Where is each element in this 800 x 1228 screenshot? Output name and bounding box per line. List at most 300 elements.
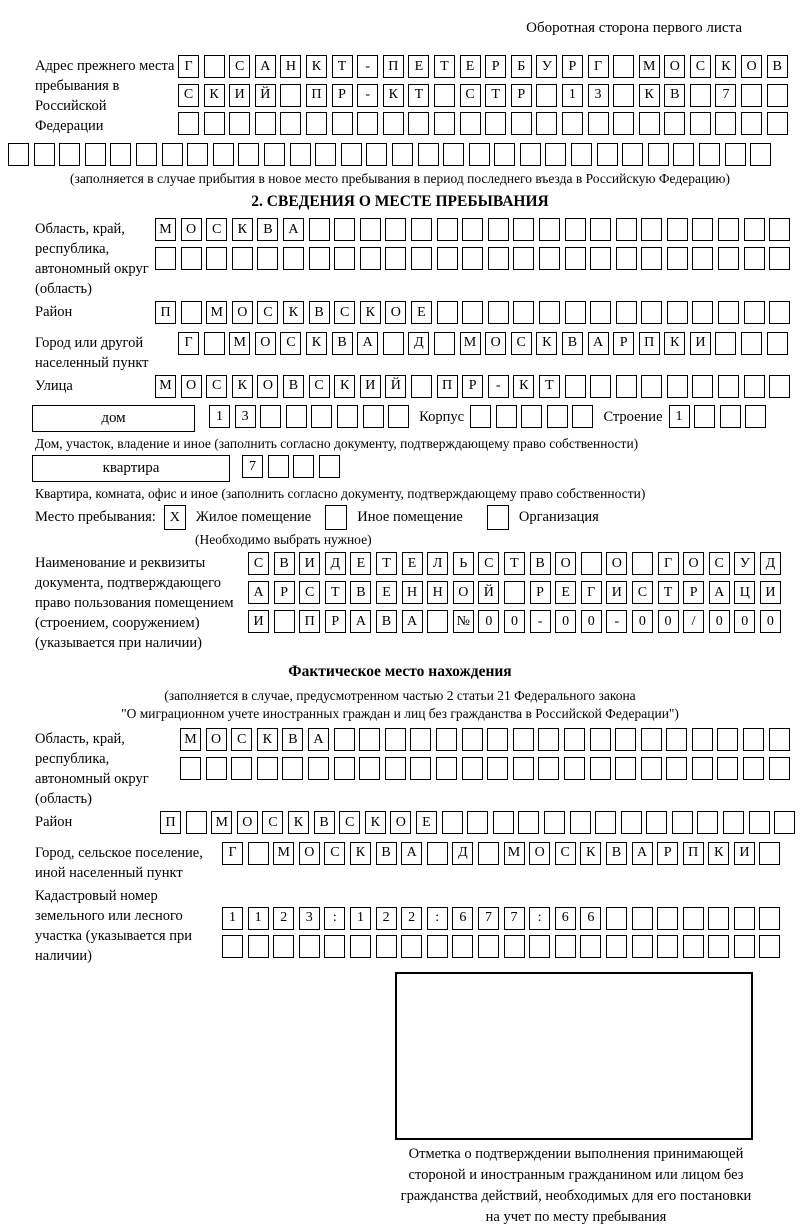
char-cell[interactable]: К [288, 811, 309, 834]
char-cell[interactable] [767, 112, 788, 135]
char-cell[interactable] [264, 143, 285, 166]
char-cell[interactable]: Г [178, 332, 199, 355]
char-cell[interactable] [238, 143, 259, 166]
char-cell[interactable] [581, 552, 602, 575]
char-cell[interactable]: М [273, 842, 294, 865]
char-cell[interactable]: Р [530, 581, 551, 604]
char-cell[interactable]: С [632, 581, 653, 604]
char-cell[interactable] [268, 455, 289, 478]
char-cell[interactable]: М [504, 842, 525, 865]
char-cell[interactable] [590, 301, 611, 324]
char-cell[interactable] [366, 143, 387, 166]
char-cell[interactable] [350, 935, 371, 958]
char-cell[interactable] [590, 218, 611, 241]
char-cell[interactable]: 1 [562, 84, 583, 107]
char-cell[interactable] [718, 247, 739, 270]
char-cell[interactable] [206, 247, 227, 270]
char-cell[interactable] [392, 143, 413, 166]
char-cell[interactable]: Р [657, 842, 678, 865]
char-cell[interactable]: К [306, 55, 327, 78]
char-cell[interactable]: К [283, 301, 304, 324]
char-cell[interactable]: О [664, 55, 685, 78]
char-cell[interactable] [504, 581, 525, 604]
char-cell[interactable]: В [283, 375, 304, 398]
char-cell[interactable]: В [664, 84, 685, 107]
char-cell[interactable]: Р [462, 375, 483, 398]
char-cell[interactable] [485, 112, 506, 135]
char-cell[interactable] [683, 935, 704, 958]
char-cell[interactable] [511, 112, 532, 135]
char-cell[interactable] [462, 218, 483, 241]
char-cell[interactable] [334, 247, 355, 270]
house-word-box[interactable] [32, 405, 195, 432]
char-cell[interactable] [436, 728, 457, 751]
char-cell[interactable] [718, 375, 739, 398]
char-cell[interactable] [749, 811, 770, 834]
char-cell[interactable] [248, 935, 269, 958]
char-cell[interactable] [539, 301, 560, 324]
char-cell[interactable]: В [376, 610, 397, 633]
char-cell[interactable]: Р [332, 84, 353, 107]
char-cell[interactable] [667, 247, 688, 270]
char-cell[interactable] [360, 247, 381, 270]
char-cell[interactable] [570, 811, 591, 834]
char-cell[interactable] [488, 218, 509, 241]
char-cell[interactable] [434, 84, 455, 107]
char-cell[interactable]: В [562, 332, 583, 355]
char-cell[interactable] [648, 143, 669, 166]
char-cell[interactable] [383, 332, 404, 355]
char-cell[interactable] [290, 143, 311, 166]
char-cell[interactable] [720, 405, 741, 428]
char-cell[interactable]: С [299, 581, 320, 604]
char-cell[interactable]: Р [511, 84, 532, 107]
char-cell[interactable]: 7 [504, 907, 525, 930]
char-cell[interactable] [590, 247, 611, 270]
char-cell[interactable] [718, 301, 739, 324]
char-cell[interactable] [565, 375, 586, 398]
char-cell[interactable]: С [206, 375, 227, 398]
char-cell[interactable]: О [390, 811, 411, 834]
char-cell[interactable]: : [324, 907, 345, 930]
char-cell[interactable]: Д [325, 552, 346, 575]
char-cell[interactable] [595, 811, 616, 834]
char-cell[interactable] [699, 143, 720, 166]
char-cell[interactable]: Г [658, 552, 679, 575]
char-cell[interactable]: С [511, 332, 532, 355]
char-cell[interactable]: : [529, 907, 550, 930]
char-cell[interactable] [743, 757, 764, 780]
char-cell[interactable] [750, 143, 771, 166]
char-cell[interactable] [744, 247, 765, 270]
char-cell[interactable]: 0 [734, 610, 755, 633]
char-cell[interactable]: А [350, 610, 371, 633]
char-cell[interactable] [565, 301, 586, 324]
char-cell[interactable] [493, 811, 514, 834]
char-cell[interactable] [673, 143, 694, 166]
char-cell[interactable] [437, 247, 458, 270]
char-cell[interactable]: В [282, 728, 303, 751]
char-cell[interactable] [436, 757, 457, 780]
char-cell[interactable] [597, 143, 618, 166]
char-cell[interactable]: Р [613, 332, 634, 355]
char-cell[interactable]: 1 [209, 405, 230, 428]
char-cell[interactable] [488, 247, 509, 270]
char-cell[interactable]: О [741, 55, 762, 78]
char-cell[interactable] [616, 218, 637, 241]
char-cell[interactable] [299, 935, 320, 958]
char-cell[interactable] [337, 405, 358, 428]
char-cell[interactable] [641, 728, 662, 751]
char-cell[interactable]: : [427, 907, 448, 930]
char-cell[interactable]: О [385, 301, 406, 324]
char-cell[interactable]: М [229, 332, 250, 355]
char-cell[interactable] [248, 842, 269, 865]
char-cell[interactable]: К [257, 728, 278, 751]
char-cell[interactable] [641, 375, 662, 398]
char-cell[interactable]: П [299, 610, 320, 633]
char-cell[interactable]: С [262, 811, 283, 834]
char-cell[interactable]: С [178, 84, 199, 107]
char-cell[interactable]: О [683, 552, 704, 575]
char-cell[interactable]: Р [325, 610, 346, 633]
char-cell[interactable] [427, 842, 448, 865]
char-cell[interactable] [59, 143, 80, 166]
char-cell[interactable] [632, 552, 653, 575]
char-cell[interactable] [692, 728, 713, 751]
char-cell[interactable] [606, 907, 627, 930]
char-cell[interactable]: С [280, 332, 301, 355]
char-cell[interactable] [615, 757, 636, 780]
char-cell[interactable]: В [314, 811, 335, 834]
char-cell[interactable]: С [709, 552, 730, 575]
char-cell[interactable] [488, 301, 509, 324]
char-cell[interactable]: Е [555, 581, 576, 604]
char-cell[interactable] [34, 143, 55, 166]
char-cell[interactable] [571, 143, 592, 166]
char-cell[interactable]: А [357, 332, 378, 355]
char-cell[interactable] [646, 811, 667, 834]
char-cell[interactable] [462, 728, 483, 751]
char-cell[interactable]: С [309, 375, 330, 398]
checkbox-other-premises[interactable] [325, 505, 347, 530]
char-cell[interactable] [308, 757, 329, 780]
char-cell[interactable]: О [606, 552, 627, 575]
char-cell[interactable]: 1 [350, 907, 371, 930]
char-cell[interactable]: 0 [555, 610, 576, 633]
char-cell[interactable]: Й [478, 581, 499, 604]
char-cell[interactable] [513, 218, 534, 241]
char-cell[interactable]: Е [411, 301, 432, 324]
char-cell[interactable]: У [536, 55, 557, 78]
char-cell[interactable]: П [683, 842, 704, 865]
char-cell[interactable] [408, 112, 429, 135]
char-cell[interactable] [539, 218, 560, 241]
char-cell[interactable] [306, 112, 327, 135]
char-cell[interactable] [260, 405, 281, 428]
char-cell[interactable]: О [555, 552, 576, 575]
char-cell[interactable] [427, 610, 448, 633]
char-cell[interactable] [538, 728, 559, 751]
char-cell[interactable]: С [690, 55, 711, 78]
char-cell[interactable] [744, 218, 765, 241]
char-cell[interactable] [360, 218, 381, 241]
char-cell[interactable] [562, 112, 583, 135]
char-cell[interactable] [539, 247, 560, 270]
char-cell[interactable]: М [155, 375, 176, 398]
char-cell[interactable] [759, 907, 780, 930]
char-cell[interactable]: Й [385, 375, 406, 398]
char-cell[interactable] [521, 405, 542, 428]
char-cell[interactable] [324, 935, 345, 958]
char-cell[interactable]: 0 [658, 610, 679, 633]
char-cell[interactable]: К [664, 332, 685, 355]
char-cell[interactable] [615, 728, 636, 751]
char-cell[interactable]: / [683, 610, 704, 633]
char-cell[interactable] [229, 112, 250, 135]
char-cell[interactable]: А [283, 218, 304, 241]
char-cell[interactable]: К [536, 332, 557, 355]
char-cell[interactable] [155, 247, 176, 270]
char-cell[interactable] [744, 301, 765, 324]
char-cell[interactable] [274, 610, 295, 633]
char-cell[interactable] [231, 757, 252, 780]
char-cell[interactable]: - [488, 375, 509, 398]
char-cell[interactable] [469, 143, 490, 166]
char-cell[interactable] [544, 811, 565, 834]
char-cell[interactable] [85, 143, 106, 166]
char-cell[interactable] [667, 301, 688, 324]
char-cell[interactable]: П [160, 811, 181, 834]
char-cell[interactable]: С [334, 301, 355, 324]
char-cell[interactable] [616, 375, 637, 398]
char-cell[interactable] [334, 728, 355, 751]
char-cell[interactable] [641, 218, 662, 241]
char-cell[interactable]: С [478, 552, 499, 575]
char-cell[interactable]: О [181, 375, 202, 398]
char-cell[interactable]: 7 [242, 455, 263, 478]
char-cell[interactable] [427, 935, 448, 958]
char-cell[interactable] [690, 84, 711, 107]
char-cell[interactable] [767, 84, 788, 107]
char-cell[interactable]: Т [504, 552, 525, 575]
char-cell[interactable] [744, 375, 765, 398]
char-cell[interactable] [759, 935, 780, 958]
char-cell[interactable]: М [206, 301, 227, 324]
char-cell[interactable] [280, 84, 301, 107]
char-cell[interactable]: Т [408, 84, 429, 107]
char-cell[interactable] [769, 301, 790, 324]
char-cell[interactable]: В [606, 842, 627, 865]
char-cell[interactable]: Е [416, 811, 437, 834]
char-cell[interactable]: 6 [580, 907, 601, 930]
char-cell[interactable]: В [350, 581, 371, 604]
char-cell[interactable]: Т [434, 55, 455, 78]
char-cell[interactable] [590, 728, 611, 751]
apartment-word-box[interactable] [32, 455, 230, 482]
char-cell[interactable] [178, 112, 199, 135]
char-cell[interactable] [181, 301, 202, 324]
char-cell[interactable]: У [734, 552, 755, 575]
char-cell[interactable] [388, 405, 409, 428]
char-cell[interactable] [664, 112, 685, 135]
char-cell[interactable]: Н [280, 55, 301, 78]
char-cell[interactable] [632, 907, 653, 930]
char-cell[interactable]: Л [427, 552, 448, 575]
char-cell[interactable] [590, 757, 611, 780]
char-cell[interactable]: П [155, 301, 176, 324]
char-cell[interactable]: О [485, 332, 506, 355]
char-cell[interactable] [667, 375, 688, 398]
char-cell[interactable] [410, 728, 431, 751]
char-cell[interactable] [613, 55, 634, 78]
char-cell[interactable] [204, 332, 225, 355]
char-cell[interactable]: К [513, 375, 534, 398]
char-cell[interactable]: К [580, 842, 601, 865]
char-cell[interactable]: 2 [273, 907, 294, 930]
char-cell[interactable]: М [460, 332, 481, 355]
char-cell[interactable] [280, 112, 301, 135]
char-cell[interactable] [690, 112, 711, 135]
char-cell[interactable]: 1 [669, 405, 690, 428]
char-cell[interactable] [478, 935, 499, 958]
char-cell[interactable]: Е [376, 581, 397, 604]
char-cell[interactable] [734, 907, 755, 930]
char-cell[interactable] [692, 757, 713, 780]
char-cell[interactable] [723, 811, 744, 834]
char-cell[interactable] [401, 935, 422, 958]
char-cell[interactable] [411, 375, 432, 398]
char-cell[interactable] [743, 728, 764, 751]
char-cell[interactable] [657, 907, 678, 930]
char-cell[interactable] [759, 842, 780, 865]
char-cell[interactable]: А [308, 728, 329, 751]
char-cell[interactable]: С [248, 552, 269, 575]
char-cell[interactable] [357, 112, 378, 135]
char-cell[interactable] [715, 112, 736, 135]
char-cell[interactable]: С [324, 842, 345, 865]
char-cell[interactable]: А [588, 332, 609, 355]
char-cell[interactable]: Т [332, 55, 353, 78]
char-cell[interactable]: С [555, 842, 576, 865]
char-cell[interactable] [437, 218, 458, 241]
char-cell[interactable]: Т [376, 552, 397, 575]
char-cell[interactable]: П [383, 55, 404, 78]
char-cell[interactable] [437, 301, 458, 324]
char-cell[interactable] [694, 405, 715, 428]
char-cell[interactable]: К [360, 301, 381, 324]
char-cell[interactable] [376, 935, 397, 958]
char-cell[interactable] [616, 247, 637, 270]
char-cell[interactable]: Р [485, 55, 506, 78]
char-cell[interactable]: И [690, 332, 711, 355]
char-cell[interactable]: С [257, 301, 278, 324]
char-cell[interactable] [717, 728, 738, 751]
char-cell[interactable]: О [181, 218, 202, 241]
char-cell[interactable] [657, 935, 678, 958]
char-cell[interactable] [520, 143, 541, 166]
char-cell[interactable]: И [734, 842, 755, 865]
char-cell[interactable] [547, 405, 568, 428]
char-cell[interactable] [206, 757, 227, 780]
char-cell[interactable] [588, 112, 609, 135]
char-cell[interactable] [513, 247, 534, 270]
char-cell[interactable]: 0 [632, 610, 653, 633]
char-cell[interactable] [666, 728, 687, 751]
char-cell[interactable] [692, 218, 713, 241]
char-cell[interactable] [334, 218, 355, 241]
char-cell[interactable] [725, 143, 746, 166]
char-cell[interactable] [341, 143, 362, 166]
char-cell[interactable] [273, 935, 294, 958]
char-cell[interactable]: О [299, 842, 320, 865]
char-cell[interactable] [136, 143, 157, 166]
char-cell[interactable]: Р [274, 581, 295, 604]
char-cell[interactable]: 3 [588, 84, 609, 107]
char-cell[interactable] [467, 811, 488, 834]
char-cell[interactable]: В [309, 301, 330, 324]
char-cell[interactable] [666, 757, 687, 780]
char-cell[interactable] [741, 332, 762, 355]
char-cell[interactable]: О [232, 301, 253, 324]
char-cell[interactable]: М [180, 728, 201, 751]
char-cell[interactable] [717, 757, 738, 780]
char-cell[interactable]: О [255, 332, 276, 355]
char-cell[interactable]: В [530, 552, 551, 575]
char-cell[interactable]: К [350, 842, 371, 865]
char-cell[interactable]: 3 [299, 907, 320, 930]
char-cell[interactable] [572, 405, 593, 428]
char-cell[interactable] [672, 811, 693, 834]
char-cell[interactable] [564, 757, 585, 780]
char-cell[interactable]: О [257, 375, 278, 398]
char-cell[interactable]: 1 [222, 907, 243, 930]
char-cell[interactable] [434, 112, 455, 135]
char-cell[interactable] [708, 907, 729, 930]
char-cell[interactable] [180, 757, 201, 780]
char-cell[interactable] [697, 811, 718, 834]
char-cell[interactable] [769, 728, 790, 751]
char-cell[interactable]: А [402, 610, 423, 633]
char-cell[interactable]: 3 [235, 405, 256, 428]
char-cell[interactable] [462, 757, 483, 780]
char-cell[interactable]: И [299, 552, 320, 575]
char-cell[interactable] [621, 811, 642, 834]
char-cell[interactable]: К [715, 55, 736, 78]
char-cell[interactable] [181, 247, 202, 270]
char-cell[interactable]: Е [402, 552, 423, 575]
char-cell[interactable] [745, 405, 766, 428]
char-cell[interactable] [363, 405, 384, 428]
char-cell[interactable]: Г [222, 842, 243, 865]
char-cell[interactable] [555, 935, 576, 958]
char-cell[interactable] [606, 935, 627, 958]
char-cell[interactable] [641, 247, 662, 270]
char-cell[interactable]: И [606, 581, 627, 604]
char-cell[interactable]: В [257, 218, 278, 241]
char-cell[interactable]: К [204, 84, 225, 107]
checkbox-organization[interactable] [487, 505, 509, 530]
char-cell[interactable] [311, 405, 332, 428]
char-cell[interactable]: К [232, 218, 253, 241]
char-cell[interactable] [232, 247, 253, 270]
char-cell[interactable] [536, 84, 557, 107]
char-cell[interactable] [460, 112, 481, 135]
char-cell[interactable]: Г [581, 581, 602, 604]
char-cell[interactable] [385, 247, 406, 270]
char-cell[interactable] [513, 728, 534, 751]
char-cell[interactable] [565, 218, 586, 241]
